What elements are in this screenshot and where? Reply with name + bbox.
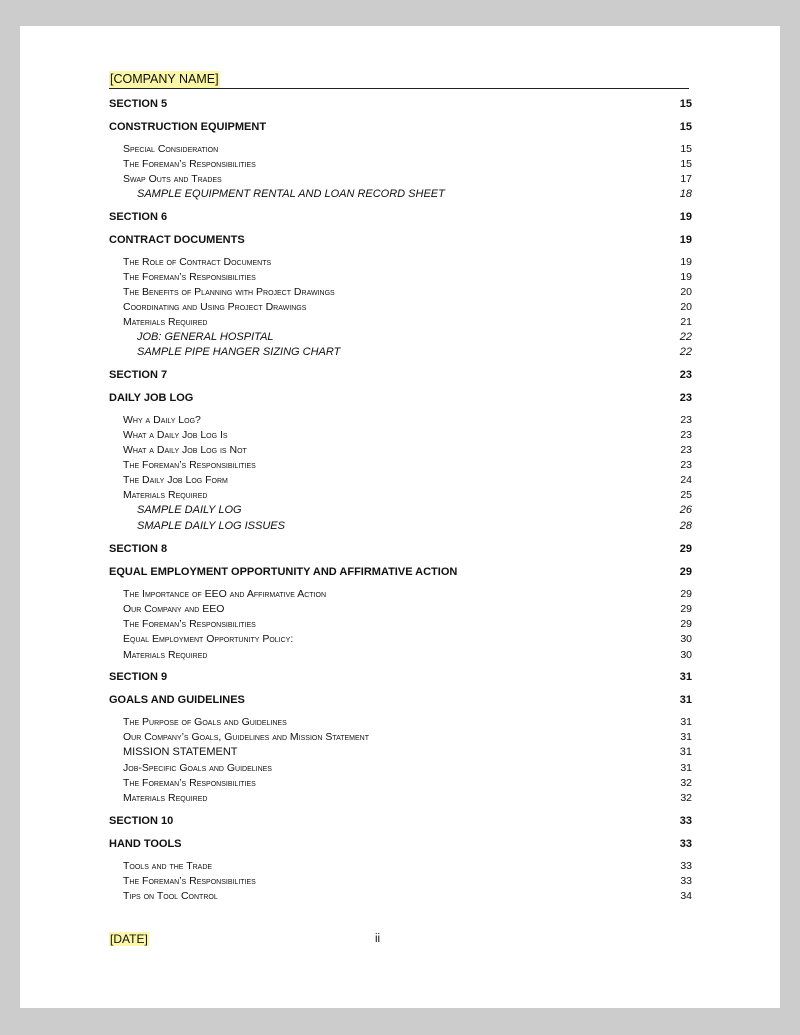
toc-entry[interactable] xyxy=(109,586,692,602)
toc-entry-title: Our Company and EEO xyxy=(123,603,225,615)
toc-entry-title: The Importance of EEO and Affirmative Action xyxy=(123,588,327,600)
toc-entry-page: 15 xyxy=(680,143,692,155)
toc-entry-title: Materials Required xyxy=(123,316,208,328)
toc-entry-page: 28 xyxy=(679,520,692,532)
toc-entry-page: 33 xyxy=(680,860,692,872)
toc-entry-page: 18 xyxy=(679,188,692,200)
toc-entry[interactable] xyxy=(109,692,692,708)
toc-entry[interactable] xyxy=(109,314,692,330)
toc-entry-page: 24 xyxy=(680,474,692,486)
toc-entry-page: 21 xyxy=(680,316,692,328)
toc-entry[interactable] xyxy=(109,775,692,791)
toc-entry[interactable] xyxy=(109,186,692,202)
toc-entry-page: 29 xyxy=(680,588,692,600)
toc-entry-title: Special Consideration xyxy=(123,143,219,155)
toc-entry-title: The Foreman’s Responsibilities xyxy=(123,777,256,789)
toc-entry-page: 19 xyxy=(679,234,692,246)
toc-entry-title: SECTION 6 xyxy=(109,211,168,223)
toc-entry[interactable] xyxy=(109,873,692,889)
toc-entry-title: SAMPLE DAILY LOG xyxy=(137,504,242,516)
toc-entry[interactable] xyxy=(109,269,692,285)
toc-entry-title: GOALS AND GUIDELINES xyxy=(109,694,245,706)
toc-entry[interactable] xyxy=(109,96,692,112)
toc-entry-title: CONSTRUCTION EQUIPMENT xyxy=(109,121,267,133)
toc-entry[interactable] xyxy=(109,518,692,534)
toc-entry[interactable] xyxy=(109,541,692,557)
toc-entry-title: Materials Required xyxy=(123,649,208,661)
toc-entry-title: SMAPLE DAILY LOG ISSUES xyxy=(137,520,285,532)
toc-entry-page: 32 xyxy=(680,777,692,789)
toc-entry-title: SECTION 7 xyxy=(109,369,168,381)
toc-entry[interactable] xyxy=(109,760,692,776)
toc-entry-page: 29 xyxy=(680,618,692,630)
toc-entry-title: SECTION 8 xyxy=(109,543,168,555)
toc-entry[interactable] xyxy=(109,729,692,745)
toc-entry-page: 23 xyxy=(680,459,692,471)
toc-entry[interactable] xyxy=(109,367,692,383)
toc-entry[interactable] xyxy=(109,141,692,157)
toc-entry-page: 29 xyxy=(680,603,692,615)
toc-entry-title: The Foreman’s Responsibilities xyxy=(123,271,256,283)
toc-entry-page: 31 xyxy=(680,731,692,743)
toc-entry[interactable] xyxy=(109,858,692,874)
toc-entry-page: 19 xyxy=(680,256,692,268)
toc-entry[interactable] xyxy=(109,714,692,730)
toc-entry[interactable] xyxy=(109,813,692,829)
toc-entry-title: The Foreman’s Responsibilities xyxy=(123,459,256,471)
toc-entry[interactable] xyxy=(109,284,692,300)
toc-entry-page: 31 xyxy=(680,762,692,774)
toc-entry-page: 15 xyxy=(679,121,692,133)
toc-entry-page: 22 xyxy=(679,346,692,358)
toc-entry[interactable] xyxy=(109,299,692,315)
toc-entry[interactable] xyxy=(109,156,692,172)
toc-entry-page: 22 xyxy=(679,331,692,343)
toc-entry[interactable] xyxy=(109,171,692,187)
toc-entry[interactable] xyxy=(109,390,692,406)
page-number: ii xyxy=(375,933,381,945)
toc-entry-title: Why a Daily Log? xyxy=(123,414,201,426)
toc-entry-title: MISSION STATEMENT xyxy=(123,746,238,758)
toc-entry-title: What a Daily Job Log Is xyxy=(123,429,228,441)
toc-entry[interactable] xyxy=(109,790,692,806)
toc-entry-title: Tools and the Trade xyxy=(123,860,213,872)
toc-entry-page: 17 xyxy=(680,173,692,185)
toc-entry-title: The Benefits of Planning with Project Drawings xyxy=(123,286,335,298)
date-placeholder[interactable]: [DATE] xyxy=(110,932,148,946)
toc-entry-title: DAILY JOB LOG xyxy=(109,392,194,404)
toc-entry[interactable] xyxy=(109,119,692,135)
toc-entry-page: 34 xyxy=(680,890,692,902)
toc-entry-page: 25 xyxy=(680,489,692,501)
toc-entry-title: The Purpose of Goals and Guidelines xyxy=(123,716,287,728)
toc-entry[interactable] xyxy=(109,232,692,248)
toc-entry[interactable] xyxy=(109,487,692,503)
toc-entry-title: JOB: GENERAL HOSPITAL xyxy=(137,331,274,343)
toc-entry-page: 33 xyxy=(679,815,692,827)
toc-entry-page: 15 xyxy=(680,158,692,170)
toc-entry[interactable] xyxy=(109,744,692,760)
toc-entry-page: 29 xyxy=(679,566,692,578)
toc-entry[interactable] xyxy=(109,457,692,473)
toc-entry-page: 32 xyxy=(680,792,692,804)
toc-entry[interactable] xyxy=(109,601,692,617)
toc-entry-page: 26 xyxy=(679,504,692,516)
toc-entry[interactable] xyxy=(109,209,692,225)
toc-entry-title: Our Company’s Goals, Guidelines and Mission Statement xyxy=(123,731,370,743)
toc-entry[interactable] xyxy=(109,344,692,360)
toc-entry-title: EQUAL EMPLOYMENT OPPORTUNITY AND AFFIRMATIVE ACTION xyxy=(109,566,458,578)
toc-entry[interactable] xyxy=(109,564,692,580)
toc-entry-page: 23 xyxy=(680,429,692,441)
toc-entry-page: 31 xyxy=(679,746,692,758)
toc-entry-title: SAMPLE PIPE HANGER SIZING CHART xyxy=(137,346,341,358)
toc-entry-page: 30 xyxy=(680,649,692,661)
toc-entry-title: What a Daily Job Log is Not xyxy=(123,444,247,456)
toc-entry-title: Coordinating and Using Project Drawings xyxy=(123,301,307,313)
toc-entry-page: 31 xyxy=(679,694,692,706)
toc-entry-title: The Role of Contract Documents xyxy=(123,256,272,268)
toc-entry-title: SECTION 10 xyxy=(109,815,174,827)
toc-entry[interactable] xyxy=(109,254,692,270)
toc-entry[interactable] xyxy=(109,329,692,345)
toc-entry-page: 20 xyxy=(680,301,692,313)
toc-entry-page: 23 xyxy=(680,414,692,426)
toc-entry-page: 19 xyxy=(679,211,692,223)
toc-entry[interactable] xyxy=(109,647,692,663)
toc-entry[interactable] xyxy=(109,836,692,852)
toc-entry-page: 15 xyxy=(679,98,692,110)
toc-entry-page: 23 xyxy=(680,444,692,456)
toc-entry-title: Swap Outs and Trades xyxy=(123,173,222,185)
toc-entry-page: 33 xyxy=(679,838,692,850)
toc-entry[interactable] xyxy=(109,442,692,458)
toc-entry[interactable] xyxy=(109,472,692,488)
toc-entry-title: The Foreman’s Responsibilities xyxy=(123,875,256,887)
page-header xyxy=(109,70,689,89)
toc-entry[interactable] xyxy=(109,427,692,443)
toc-entry-title: Materials Required xyxy=(123,489,208,501)
page-footer-date xyxy=(109,932,149,946)
document-page xyxy=(20,26,780,1008)
company-name-placeholder[interactable]: [COMPANY NAME] xyxy=(110,72,219,86)
toc-entry[interactable] xyxy=(109,502,692,518)
toc-entry-page: 20 xyxy=(680,286,692,298)
toc-entry-page: 29 xyxy=(679,543,692,555)
toc-entry-title: Tips on Tool Control xyxy=(123,890,218,902)
toc-entry-title: Equal Employment Opportunity Policy: xyxy=(123,633,294,645)
toc-entry-page: 33 xyxy=(680,875,692,887)
toc-entry-title: HAND TOOLS xyxy=(109,838,182,850)
toc-entry-page: 31 xyxy=(679,671,692,683)
toc-entry[interactable] xyxy=(109,616,692,632)
toc-entry-page: 30 xyxy=(680,633,692,645)
toc-entry[interactable] xyxy=(109,631,692,647)
toc-entry[interactable] xyxy=(109,888,692,904)
toc-entry-title: The Foreman’s Responsibilities xyxy=(123,618,256,630)
toc-entry-title: SECTION 5 xyxy=(109,98,168,110)
toc-entry-page: 19 xyxy=(680,271,692,283)
toc-entry-title: CONTRACT DOCUMENTS xyxy=(109,234,245,246)
toc-entry-title: SECTION 9 xyxy=(109,671,168,683)
toc-entry[interactable] xyxy=(109,412,692,428)
toc-entry-title: Job-Specific Goals and Guidelines xyxy=(123,762,272,774)
toc-entry-title: The Foreman’s Responsibilities xyxy=(123,158,256,170)
toc-entry-title: The Daily Job Log Form xyxy=(123,474,228,486)
toc-entry-title: Materials Required xyxy=(123,792,208,804)
toc-entry-page: 23 xyxy=(679,369,692,381)
toc-entry-title: SAMPLE EQUIPMENT RENTAL AND LOAN RECORD SHEET xyxy=(137,188,445,200)
toc-entry-page: 23 xyxy=(679,392,692,404)
toc-entry-page: 31 xyxy=(680,716,692,728)
toc-entry[interactable] xyxy=(109,669,692,685)
